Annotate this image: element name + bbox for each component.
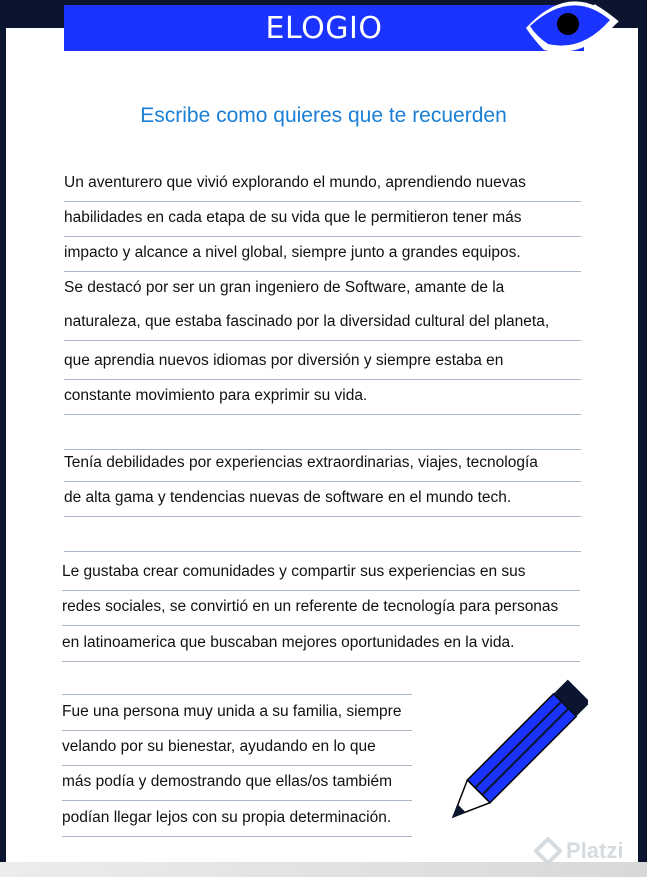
pencil-icon [428, 672, 588, 838]
banner [64, 5, 584, 51]
text-line: impacto y alcance a nivel global, siempre junto a grandes equipos. [64, 237, 581, 272]
eye-icon [524, 0, 624, 60]
text-line: redes sociales, se convirtió en un referente de tecnología para personas [62, 591, 580, 626]
text-line: de alta gama y tendencias nuevas de software en el mundo tech. [64, 482, 581, 517]
page-title: ELOGIO [265, 10, 383, 46]
subtitle: Escribe como quieres que te recuerden [140, 104, 507, 127]
platzi-logo-icon [534, 837, 562, 865]
platzi-watermark [534, 836, 647, 866]
text-line: Le gustaba crear comunidades y compartir sus experiencias en sus [62, 556, 580, 591]
text-line: Se destacó por ser un gran ingeniero de Software, amante de la [64, 279, 505, 296]
text-line: velando por su bienestar, ayudando en lo que [62, 731, 412, 766]
text-line: Fue una persona muy unida a su familia, siempre [62, 696, 412, 731]
text-line: más podía y demostrando que ellas/os tambiém [62, 766, 412, 801]
text-line: Tenía debilidades por experiencias extraordinarias, viajes, tecnología [64, 447, 581, 482]
text-line: naturaleza, que estaba fascinado por la diversidad cultural del planeta, [64, 306, 581, 341]
text-line: podían llegar lejos con su propia determinación. [62, 802, 412, 837]
empty-line [64, 517, 581, 552]
empty-line [64, 415, 581, 450]
text-line: Un aventurero que vivió explorando el mundo, aprendiendo nuevas [64, 167, 581, 202]
text-line: constante movimiento para exprimir su vida. [64, 380, 581, 415]
empty-line [62, 660, 412, 695]
text-line: que aprendia nuevos idiomas por diversión y siempre estaba en [64, 345, 581, 380]
text-line: en latinoamerica que buscaban mejores oportunidades en la vida. [62, 627, 580, 662]
watermark-text: Platzi [566, 838, 624, 863]
text-line: habilidades en cada etapa de su vida que le permitieron tener más [64, 202, 581, 237]
